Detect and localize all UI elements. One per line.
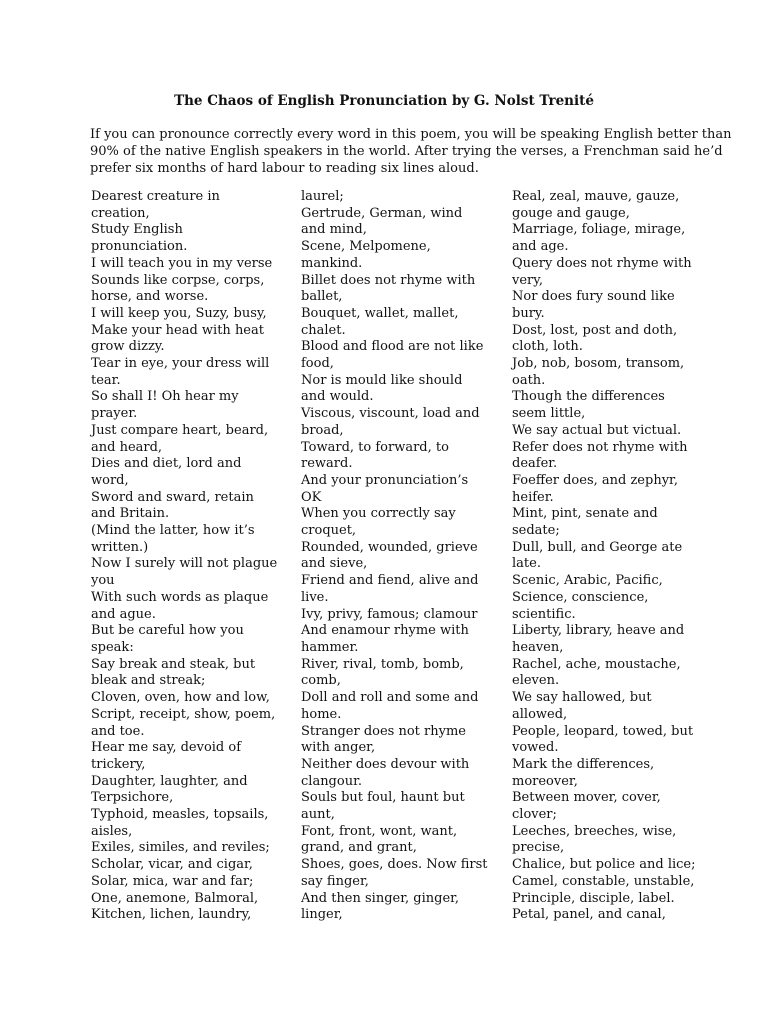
verse-line: Rachel, ache, moustache, [512,656,681,672]
intro-paragraph [90,126,732,177]
verse-line: And enamour rhyme with [301,623,469,639]
verse-line: Cloven, oven, how and low, [91,690,270,706]
verse-line: heaven, [512,639,564,655]
verse-line: food, [301,356,334,372]
intro-line: prefer six months of hard labour to reading six lines aloud. [90,161,479,176]
verse-line: aunt, [301,807,335,823]
verse-line: Shoes, goes, does. Now first [301,857,488,873]
verse-line: clangour. [301,773,363,789]
verse-line: Daughter, laughter, and [91,773,248,789]
verse-line: And your pronunciation’s [301,472,469,488]
verse-line: (Mind the latter, how it’s [91,523,255,539]
verse-line: gouge and gauge, [512,205,630,221]
verse-line: chalet. [301,322,346,338]
verse-line: Leeches, breeches, wise, [512,823,677,839]
verse-line: clover; [512,807,557,823]
verse-line: mankind. [301,255,363,271]
verse-line: Chalice, but police and lice; [512,857,696,873]
verse-line: heifer. [512,489,554,505]
verse-line: Petal, panel, and canal, [512,907,666,923]
verse-line: creation, [91,205,150,221]
verse-line: Script, receipt, show, poem, [91,706,276,722]
verse-line: Between mover, cover, [512,790,661,806]
verse-line: Blood and flood are not like [301,339,484,355]
verse-line: broad, [301,422,344,438]
verse-line: scientific. [512,606,576,622]
verse-line: Typhoid, measles, topsails, [91,807,269,823]
verse-line: Doll and roll and some and [301,690,479,706]
verse-line: laurel; [301,189,344,204]
verse-line: sedate; [512,523,560,539]
verse-line: Bouquet, wallet, mallet, [301,305,459,321]
verse-line: So shall I! Oh hear my [91,389,239,405]
verse-line: Liberty, library, heave and [512,623,685,639]
verse-line: moreover, [512,773,578,789]
verse-line: trickery, [91,756,146,772]
verse-line: precise, [512,840,565,856]
verse-line: Scholar, vicar, and cigar, [91,857,253,873]
intro-line: 90% of the native English speakers in the world. After trying the verses, a Frenchman said he’d [90,144,723,159]
verse-line: pronunciation. [91,239,188,255]
poem-column-1 [91,189,281,924]
verse-line: Rounded, wounded, grieve [301,539,478,555]
verse-line: Hear me say, devoid of [91,740,242,756]
verse-line: Sword and sward, retain [91,489,254,505]
verse-line: eleven. [512,673,560,689]
verse-line: Billet does not rhyme with [301,272,476,288]
poem-title: The Chaos of English Pronunciation by G. Nolst Trenité [174,93,594,109]
verse-line: seem little, [512,406,586,422]
verse-line: home. [301,706,342,722]
verse-line: Dost, lost, post and doth, [512,322,678,338]
verse-line: Friend and fiend, alive and [301,573,479,589]
verse-line: Mint, pint, senate and [512,506,658,522]
verse-line: Scene, Melpomene, [301,239,431,255]
verse-line: and sieve, [301,556,368,572]
verse-line: Dull, bull, and George ate [512,539,683,555]
verse-line: Just compare heart, beard, [91,422,269,438]
verse-line: Science, conscience, [512,589,649,605]
verse-line: croquet, [301,523,357,539]
verse-line: Nor is mould like should [301,372,463,388]
verse-line: Principle, disciple, label. [512,890,675,906]
poem-column-3 [512,189,702,924]
verse-line: written.) [91,539,149,555]
verse-line: Tear in eye, your dress will [91,356,270,372]
verse-line: very, [512,272,544,288]
verse-line: Now I surely will not plague [91,556,278,572]
verse-line: Job, nob, bosom, transom, [512,356,685,372]
verse-line: Real, zeal, mauve, gauze, [512,189,680,204]
verse-line: Nor does fury sound like [512,289,675,305]
verse-line: Say break and steak, but [91,656,256,672]
verse-line: Sounds like corpse, corps, [91,272,265,288]
verse-line: and heard, [91,439,163,455]
verse-line: grow dizzy. [91,339,165,355]
verse-line: Ivy, privy, famous; clamour [301,606,478,622]
verse-line: Souls but foul, haunt but [301,790,465,806]
verse-line: Stranger does not rhyme [301,723,466,739]
verse-line: I will teach you in my verse [91,255,273,271]
verse-line: Query does not rhyme with [512,255,692,271]
verse-line: reward. [301,456,353,472]
verse-line: and mind, [301,222,367,238]
verse-line: We say hallowed, but [512,690,652,706]
verse-line: Neither does devour with [301,756,470,772]
intro-line: If you can pronounce correctly every word in this poem, you will be speaking English better than [90,127,732,142]
verse-line: Viscous, viscount, load and [301,406,480,422]
verse-line: Refer does not rhyme with [512,439,688,455]
verse-line: Kitchen, lichen, laundry, [91,907,252,923]
verse-line: live. [301,589,329,605]
verse-line: and ague. [91,606,156,622]
verse-line: One, anemone, Balmoral, [91,890,259,906]
verse-line: and age. [512,239,569,255]
verse-line: you [91,573,115,589]
verse-line: bury. [512,305,545,321]
verse-line: I will keep you, Suzy, busy, [91,305,267,321]
verse-line: speak: [91,639,134,655]
verse-line: and Britain. [91,506,170,522]
verse-line: and would. [301,389,374,405]
verse-line: Exiles, similes, and reviles; [91,840,270,856]
verse-line: When you correctly say [301,506,456,522]
poem-column-2 [301,189,491,924]
verse-line: Dearest creature in [91,189,220,204]
verse-line: hammer. [301,639,359,655]
verse-line: Font, front, wont, want, [301,823,458,839]
verse-line: late. [512,556,541,572]
verse-line: Foeffer does, and zephyr, [512,472,678,488]
verse-line: allowed, [512,706,568,722]
verse-line: Terpsichore, [91,790,174,806]
verse-line: People, leopard, towed, but [512,723,694,739]
verse-line: vowed. [512,740,559,756]
verse-line: grand, and grant, [301,840,417,856]
verse-line: cloth, loth. [512,339,583,355]
verse-line: linger, [301,907,343,923]
verse-line: bleak and streak; [91,673,206,689]
verse-line: Gertrude, German, wind [301,205,463,221]
verse-line: with anger, [301,740,376,756]
verse-line: Marriage, foliage, mirage, [512,222,686,238]
verse-line: tear. [91,372,121,388]
verse-line: Dies and diet, lord and [91,456,242,472]
verse-line: Study English [91,222,183,238]
verse-line: Though the differences [512,389,665,405]
verse-line: Make your head with heat [91,322,264,338]
verse-line: We say actual but victual. [512,422,682,438]
verse-line: With such words as plaque [91,589,269,605]
verse-line: word, [91,472,129,488]
verse-line: say finger, [301,873,369,889]
verse-line: And then singer, ginger, [301,890,460,906]
verse-line: comb, [301,673,341,689]
verse-line: But be careful how you [91,623,244,639]
verse-line: Mark the differences, [512,756,655,772]
verse-line: OK [301,489,322,505]
verse-line: Camel, constable, unstable, [512,873,695,889]
verse-line: aisles, [91,823,133,839]
verse-line: horse, and worse. [91,289,209,305]
verse-line: ballet, [301,289,343,305]
verse-line: prayer. [91,406,138,422]
verse-line: Solar, mica, war and far; [91,873,254,889]
verse-line: Toward, to forward, to [301,439,449,455]
verse-line: deafer. [512,456,558,472]
verse-line: oath. [512,372,546,388]
verse-line: Scenic, Arabic, Pacific, [512,573,663,589]
verse-line: and toe. [91,723,145,739]
verse-line: River, rival, tomb, bomb, [301,656,464,672]
